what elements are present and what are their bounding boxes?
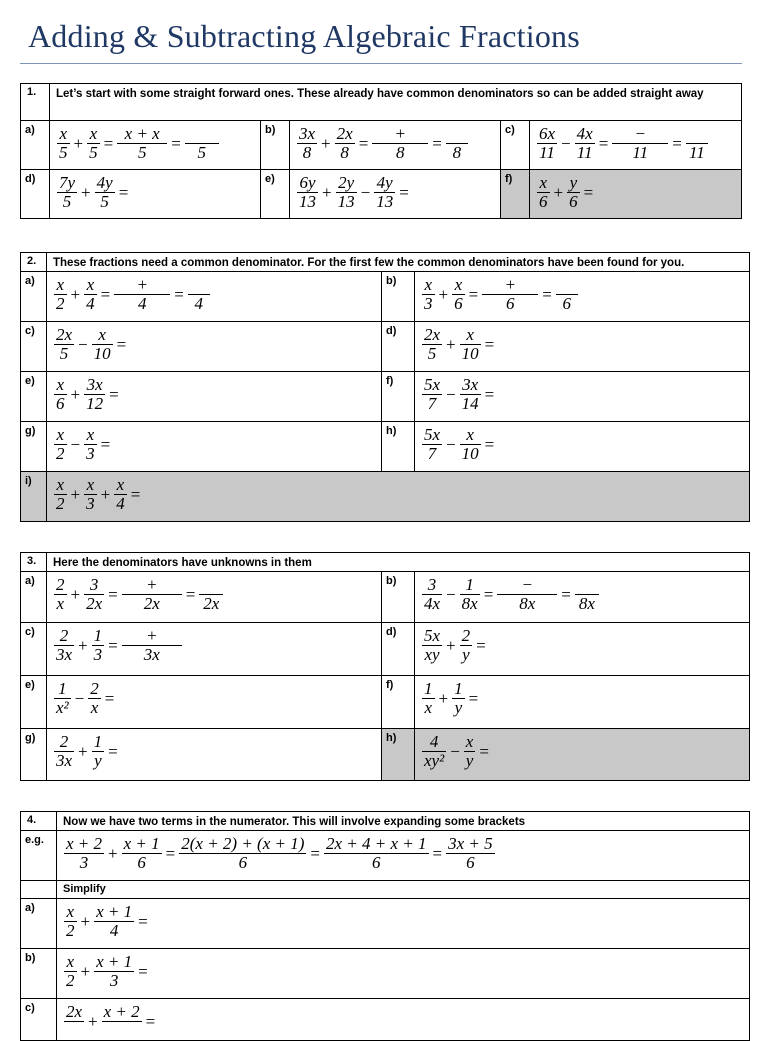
question-label: e)	[21, 372, 47, 422]
question-label: e)	[261, 170, 290, 219]
question-4c: 2x + x + 2 =	[57, 999, 750, 1041]
question-3h: $\frac{4}{\text{xy²}}$ − $\frac{x}{y}$ =	[415, 729, 750, 781]
title-divider	[20, 63, 742, 64]
question-label: c)	[21, 623, 47, 676]
question-3c: $\frac{2}{3x}$ + $\frac{1}{3}$ = $\frac{+}{3x}$	[47, 623, 382, 676]
question-label: f)	[501, 170, 530, 219]
question-1c: $\frac{6x}{11}$ − $\frac{4x}{11}$ = $\frac{-}{11}$ = 11	[530, 121, 742, 170]
question-3e: $\frac{1}{\text{x²}}$ − $\frac{2}{x}$ =	[47, 676, 382, 729]
question-label: d)	[21, 170, 50, 219]
question-label: g)	[21, 422, 47, 472]
question-label: f)	[382, 676, 415, 729]
question-label: i)	[21, 472, 47, 522]
question-label: d)	[382, 322, 415, 372]
question-2h: $\frac{5x}{7}$ − $\frac{x}{10}$ =	[415, 422, 750, 472]
question-3d: $\frac{5x}{xy}$ + $\frac{2}{y}$ =	[415, 623, 750, 676]
question-3f: $\frac{1}{x}$ + $\frac{1}{y}$ =	[415, 676, 750, 729]
question-label: e)	[21, 676, 47, 729]
blank-cell	[21, 881, 57, 899]
question-3b: $\frac{3}{4x}$ − $\frac{1}{8x}$ = $\frac{-}{8x}$ = 8x	[415, 572, 750, 623]
section-number: 1.	[21, 84, 50, 121]
question-3g: $\frac{2}{3x}$ + $\frac{1}{y}$ =	[47, 729, 382, 781]
section-2-table	[20, 252, 750, 522]
question-1d: $\frac{7y}{5}$ + $\frac{4y}{5}$ =	[50, 170, 261, 219]
question-1e: $\frac{6y}{13}$ + $\frac{2y}{13}$ − $\frac{4y}{13}$ =	[290, 170, 501, 219]
question-2b: $\frac{x}{3}$ + $\frac{x}{6}$ = $\frac{+}{6}$ = 6	[415, 272, 750, 322]
question-2a: $\frac{x}{2}$ + $\frac{x}{4}$ = $\frac{+}{4}$ = 4	[47, 272, 382, 322]
section-1-table	[20, 83, 742, 219]
question-3a: $\frac{2}{x}$ + $\frac{3}{2x}$ = $\frac{+}{2x}$ = 2x	[47, 572, 382, 623]
example-label: e.g.	[21, 831, 57, 881]
question-2e: $\frac{x}{6}$ + $\frac{3x}{12}$ =	[47, 372, 382, 422]
question-2i: $\frac{x}{2}$ + $\frac{x}{3}$ + $\frac{x}{4}$ =	[47, 472, 750, 522]
question-label: b)	[382, 272, 415, 322]
section-instructions: Now we have two terms in the numerator. This will involve expanding some brackets	[57, 812, 750, 831]
question-label: c)	[21, 999, 57, 1041]
question-label: a)	[21, 899, 57, 949]
question-label: h)	[382, 422, 415, 472]
question-label: c)	[501, 121, 530, 170]
section-instructions: Let’s start with some straight forward ones. These already have common denominators so can be added straight away	[50, 84, 742, 121]
question-4b: $\frac{x}{2}$ + $\frac{x + 1}{3}$ =	[57, 949, 750, 999]
question-label: b)	[261, 121, 290, 170]
question-label: b)	[382, 572, 415, 623]
question-4a: $\frac{x}{2}$ + $\frac{x + 1}{4}$ =	[57, 899, 750, 949]
page-title: Adding & Subtracting Algebraic Fractions	[28, 18, 580, 54]
question-label: a)	[21, 121, 50, 170]
question-2f: $\frac{5x}{7}$ − $\frac{3x}{14}$ =	[415, 372, 750, 422]
question-1a: $\frac{x}{5}$ + $\frac{x}{5}$ = $\frac{x + x}{5}$ = 5	[50, 121, 261, 170]
question-label: f)	[382, 372, 415, 422]
question-label: h)	[382, 729, 415, 781]
section-number: 2.	[21, 253, 47, 272]
section-number: 4.	[21, 812, 57, 831]
question-label: d)	[382, 623, 415, 676]
section-3-table	[20, 552, 750, 781]
question-1f: $\frac{x}{6}$ + $\frac{y}{6}$ =	[530, 170, 742, 219]
section-instructions: Here the denominators have unknowns in them	[47, 553, 750, 572]
question-label: b)	[21, 949, 57, 999]
question-2d: $\frac{2x}{5}$ + $\frac{x}{10}$ =	[415, 322, 750, 372]
worked-example: $\frac{x + 2}{3}$ + $\frac{x + 1}{6}$ = $\frac{2(x + 2) + (x + 1)}{6}$ = $\frac{2x + 4 + x + 1}{6}$ = $\frac{3x + 5}{6}$	[57, 831, 750, 881]
question-1b: $\frac{3x}{8}$ + $\frac{2x}{8}$ = $\frac{+}{8}$ = 8	[290, 121, 501, 170]
question-label: g)	[21, 729, 47, 781]
simplify-label: Simplify	[57, 881, 750, 899]
section-number: 3.	[21, 553, 47, 572]
section-4-table	[20, 811, 750, 1041]
question-label: c)	[21, 322, 47, 372]
question-label: a)	[21, 572, 47, 623]
question-2g: $\frac{x}{2}$ − $\frac{x}{3}$ =	[47, 422, 382, 472]
question-label: a)	[21, 272, 47, 322]
section-instructions: These fractions need a common denominator. For the first few the common denominators have been found for you.	[47, 253, 750, 272]
question-2c: $\frac{2x}{5}$ − $\frac{x}{10}$ =	[47, 322, 382, 372]
